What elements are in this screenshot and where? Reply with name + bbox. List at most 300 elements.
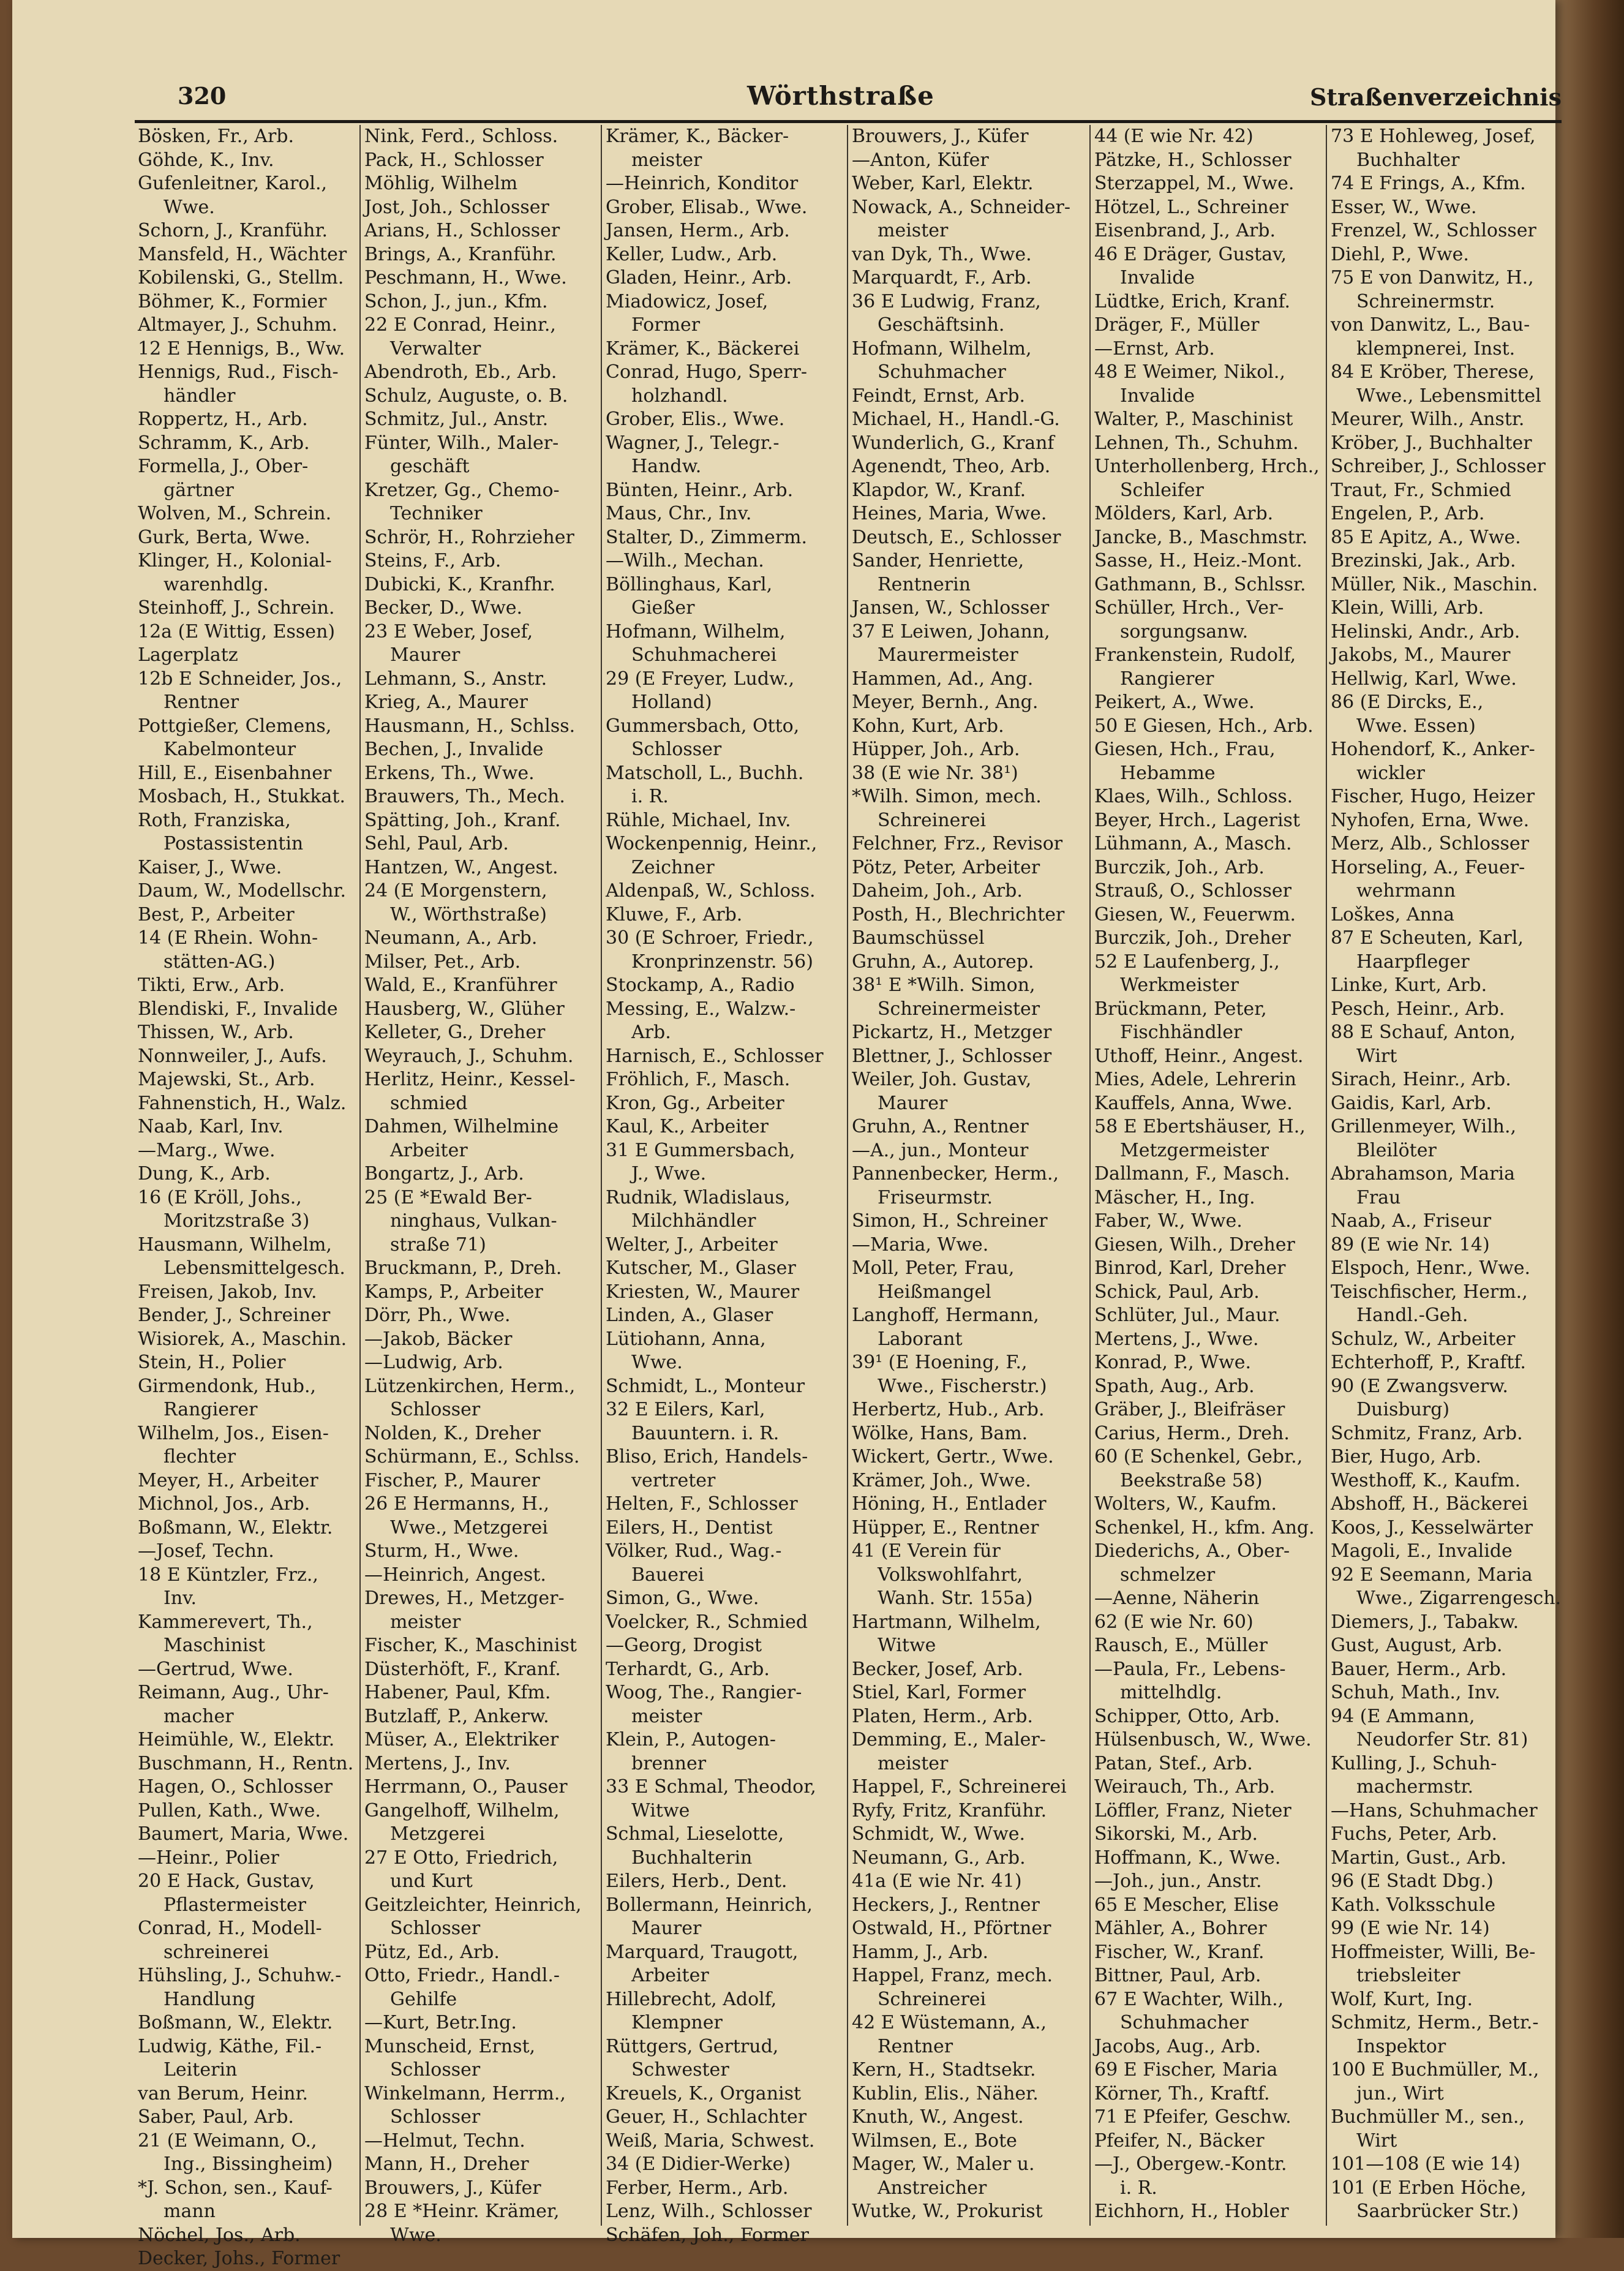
directory-entry-line: Decker, Johs., Former — [138, 2248, 340, 2269]
directory-entry-line: Boßmann, W., Elektr. — [138, 1516, 333, 1538]
directory-entry-line: Mölders, Karl, Arb. — [1094, 503, 1274, 524]
directory-entry-line: 41a (E wie Nr. 41) — [852, 1870, 1022, 1892]
directory-entry-line: Wickert, Gertr., Wwe. — [852, 1446, 1054, 1467]
directory-entry-line: Mähler, A., Bohrer — [1094, 1918, 1267, 1939]
directory-entry-line: Felchner, Frz., Revisor — [852, 833, 1063, 854]
directory-entry-line: Saber, Paul, Arb. — [138, 2106, 294, 2128]
directory-entry-line: Schmal, Lieselotte, — [606, 1823, 784, 1845]
directory-entry-line: Gladen, Heinr., Arb. — [606, 267, 792, 288]
directory-entry-line: 73 E Hohleweg, Josef, — [1331, 126, 1536, 147]
directory-entry-line: geschäft — [390, 456, 470, 477]
directory-entry-line: Jost, Joh., Schlosser — [364, 196, 549, 218]
directory-entry-line: Witwe — [631, 1799, 690, 1821]
directory-entry-line: Kretzer, Gg., Chemo- — [364, 479, 560, 501]
directory-entry-line: Holland) — [631, 691, 712, 713]
directory-entry-line: Gurk, Berta, Wwe. — [138, 526, 310, 548]
directory-entry-line: Sirach, Heinr., Arb. — [1331, 1069, 1511, 1090]
directory-entry-line: Becker, Josef, Arb. — [852, 1658, 1023, 1680]
directory-entry-line: Herbertz, Hub., Arb. — [852, 1399, 1045, 1420]
directory-entry-line: Jansen, Herm., Arb. — [606, 220, 790, 241]
directory-entry-line: Schreinermeister — [878, 998, 1040, 1020]
directory-entry-line: Zeichner — [631, 856, 715, 878]
directory-entry-line: —Joh., jun., Anstr. — [1094, 1870, 1262, 1892]
directory-entry-line: Hebamme — [1120, 762, 1216, 784]
directory-entry-line: 42 E Wüstemann, A., — [852, 2012, 1047, 2033]
directory-entry-line: Fischer, Hugo, Heizer — [1331, 786, 1535, 807]
directory-entry-line: Winkelmann, Herrm., — [364, 2082, 566, 2104]
directory-entry-line: 75 E von Danwitz, H., — [1331, 267, 1534, 288]
directory-entry-line: Binrod, Karl, Dreher — [1094, 1257, 1286, 1279]
directory-entry-line: i. R. — [1120, 2177, 1157, 2199]
directory-entry-line: Duisburg) — [1356, 1399, 1450, 1420]
directory-entry-line: Geuer, H., Schlachter — [606, 2106, 807, 2128]
directory-entry-line: Pflastermeister — [164, 1894, 306, 1916]
directory-entry-line: schmied — [390, 1092, 468, 1114]
directory-entry-line: Schick, Paul, Arb. — [1094, 1281, 1260, 1303]
directory-entry-line: meister — [878, 220, 949, 241]
directory-entry-line: Weyrauch, J., Schuhm. — [364, 1045, 574, 1067]
directory-entry-line: Kauffels, Anna, Wwe. — [1094, 1092, 1293, 1114]
directory-entry-line: Maurermeister — [878, 644, 1018, 666]
directory-entry-line: Beekstraße 58) — [1120, 1469, 1263, 1491]
directory-entry-line: 33 E Schmal, Theodor, — [606, 1776, 816, 1798]
directory-entry-line: Schwester — [631, 2059, 729, 2081]
directory-entry-line: 58 E Ebertshäuser, H., — [1094, 1116, 1306, 1137]
directory-entry-line: Grober, Elisab., Wwe. — [606, 196, 808, 218]
column-divider — [601, 125, 602, 2226]
directory-entry-line: 20 E Hack, Gustav, — [138, 1870, 315, 1892]
directory-entry-line: —Hans, Schuhmacher — [1331, 1799, 1538, 1821]
directory-entry-line: Nöchel, Jos., Arb. — [138, 2224, 301, 2246]
directory-entry-line: Rentnerin — [878, 573, 971, 595]
directory-entry-line: Strauß, O., Schlosser — [1094, 880, 1291, 902]
directory-entry-line: Becker, D., Wwe. — [364, 597, 523, 619]
directory-entry-line: Gathmann, B., Schlssr. — [1094, 573, 1306, 595]
directory-entry-line: Böhmer, K., Formier — [138, 290, 327, 312]
directory-entry-line: Hennigs, Rud., Fisch- — [138, 361, 339, 383]
directory-entry-line: Sehl, Paul, Arb. — [364, 833, 509, 854]
directory-entry-line: Kron, Gg., Arbeiter — [606, 1092, 784, 1114]
directory-entry-line: Invalide — [1120, 385, 1195, 407]
directory-entry-line: —A., jun., Monteur — [852, 1139, 1029, 1161]
directory-entry-line: Löffler, Franz, Nieter — [1094, 1799, 1291, 1821]
directory-entry-line: Pütz, Ed., Arb. — [364, 1941, 500, 1963]
directory-entry-line: Peschmann, H., Wwe. — [364, 267, 567, 288]
directory-entry-line: Fischer, K., Maschinist — [364, 1635, 577, 1656]
directory-entry-line: Gräber, J., Bleifräser — [1094, 1399, 1285, 1420]
directory-entry-line: Schrör, H., Rohrzieher — [364, 526, 574, 548]
directory-entry-line: Metzgerei — [390, 1823, 485, 1845]
directory-entry-line: Bruckmann, P., Dreh. — [364, 1257, 562, 1279]
directory-entry-line: Demming, E., Maler- — [852, 1729, 1046, 1750]
directory-entry-line: Handw. — [631, 456, 702, 477]
directory-entry-line: Schlosser — [390, 1399, 481, 1420]
directory-entry-line: Esser, W., Wwe. — [1331, 196, 1477, 218]
directory-entry-line: Hofmann, Wilhelm, — [606, 620, 786, 642]
directory-entry-line: Kamps, P., Arbeiter — [364, 1281, 543, 1303]
directory-entry-line: Pesch, Heinr., Arb. — [1331, 998, 1505, 1020]
directory-entry-line: Kreuels, K., Organist — [606, 2082, 802, 2104]
directory-entry-line: von Danwitz, L., Bau- — [1331, 314, 1530, 336]
directory-entry-line: meister — [631, 1705, 702, 1727]
directory-entry-line: Gust, August, Arb. — [1331, 1635, 1503, 1656]
directory-entry-line: 74 E Frings, A., Kfm. — [1331, 173, 1526, 194]
directory-entry-line: Voelcker, R., Schmied — [606, 1611, 808, 1633]
directory-entry-line: Bongartz, J., Arb. — [364, 1163, 524, 1184]
directory-entry-line: —Wilh., Mechan. — [606, 550, 764, 571]
directory-entry-line: Meyer, Bernh., Ang. — [852, 691, 1039, 713]
directory-entry-line: Buschmann, H., Rentn. — [138, 1752, 354, 1774]
directory-entry-line: 84 E Kröber, Therese, — [1331, 361, 1535, 383]
directory-entry-line: sorgungsanw. — [1120, 620, 1249, 642]
directory-entry-line: Linke, Kurt, Arb. — [1331, 974, 1487, 996]
directory-entry-line: Fuchs, Peter, Arb. — [1331, 1823, 1497, 1845]
directory-entry-line: Abendroth, Eb., Arb. — [364, 361, 557, 383]
directory-entry-line: Wwe., Lebensmittel — [1356, 385, 1541, 407]
directory-entry-line: Sasse, H., Heiz.-Mont. — [1094, 550, 1303, 571]
directory-entry-line: van Berum, Heinr. — [138, 2082, 309, 2104]
directory-entry-line: Klein, Willi, Arb. — [1331, 597, 1484, 619]
directory-entry-line: Schulz, Auguste, o. B. — [364, 385, 568, 407]
directory-entry-line: Happel, Franz, mech. — [852, 1965, 1053, 1986]
directory-entry-line: Pötz, Peter, Arbeiter — [852, 856, 1040, 878]
directory-entry-line: Pannenbecker, Herm., — [852, 1163, 1059, 1184]
directory-entry-line: Metzgermeister — [1120, 1139, 1269, 1161]
directory-entry-line: Klaes, Wilh., Schloss. — [1094, 786, 1293, 807]
directory-entry-line: Gießer — [631, 597, 695, 619]
directory-entry-line: Hofmann, Wilhelm, — [852, 337, 1032, 360]
directory-entry-line: Pickartz, H., Metzger — [852, 1022, 1052, 1043]
directory-entry-line: Dahmen, Wilhelmine — [364, 1116, 559, 1137]
directory-entry-line: Munscheid, Ernst, — [364, 2035, 536, 2057]
directory-entry-line: Former — [631, 314, 701, 336]
directory-entry-line: Wwe., Metzgerei — [390, 1516, 548, 1538]
directory-entry-line: Fröhlich, F., Masch. — [606, 1069, 791, 1090]
directory-entry-line: Kutscher, M., Glaser — [606, 1257, 796, 1279]
directory-entry-line: Wanh. Str. 155a) — [878, 1587, 1033, 1609]
directory-entry-line: Bünten, Heinr., Arb. — [606, 479, 794, 501]
directory-entry-line: Kriesten, W., Maurer — [606, 1281, 800, 1303]
directory-entry-line: Mies, Adele, Lehrerin — [1094, 1069, 1296, 1090]
directory-entry-line: Schlosser — [390, 2059, 481, 2081]
directory-entry-line: Schipper, Otto, Arb. — [1094, 1705, 1280, 1727]
directory-entry-line: Moritzstraße 3) — [164, 1210, 310, 1232]
directory-entry-line: Fünter, Wilh., Maler- — [364, 432, 559, 454]
directory-entry-line: Inv. — [164, 1587, 197, 1609]
directory-entry-line: Rangierer — [164, 1399, 258, 1420]
directory-entry-line: Wwe., Zigarrengesch. — [1356, 1587, 1562, 1609]
directory-entry-line: Höning, H., Entlader — [852, 1493, 1047, 1515]
directory-entry-line: Krieg, A., Maurer — [364, 691, 528, 713]
directory-entry-line: flechter — [164, 1446, 236, 1467]
directory-entry-line: Mäscher, H., Ing. — [1094, 1186, 1255, 1208]
header-rule — [135, 120, 1562, 123]
directory-entry-line: Linden, A., Glaser — [606, 1305, 773, 1326]
directory-entry-line: Dräger, F., Müller — [1094, 314, 1260, 336]
directory-entry-line: Sterzappel, M., Wwe. — [1094, 173, 1295, 194]
directory-entry-line: Hohendorf, K., Anker- — [1331, 739, 1535, 760]
directory-entry-line: Mertens, J., Wwe. — [1094, 1328, 1259, 1350]
directory-entry-line: Bleilöter — [1356, 1139, 1437, 1161]
directory-entry-line: *Wilh. Simon, mech. — [852, 786, 1042, 807]
directory-entry-line: Maschinist — [164, 1635, 266, 1656]
directory-entry-line: Bittner, Paul, Arb. — [1094, 1965, 1261, 1986]
directory-entry-line: Schon, J., jun., Kfm. — [364, 290, 548, 312]
directory-entry-line: Girmendonk, Hub., — [138, 1375, 317, 1397]
directory-entry-line: Habener, Paul, Kfm. — [364, 1682, 551, 1703]
directory-entry-line: Lüdtke, Erich, Kranf. — [1094, 290, 1291, 312]
directory-entry-line: Mosbach, H., Stukkat. — [138, 786, 345, 807]
directory-entry-line: Arb. — [631, 1022, 671, 1043]
directory-entry-line: Sikorski, M., Arb. — [1094, 1823, 1258, 1845]
directory-entry-line: mann — [164, 2201, 216, 2222]
directory-entry-line: Wagner, J., Telegr.- — [606, 432, 780, 454]
directory-entry-line: Roth, Franziska, — [138, 809, 291, 831]
directory-entry-line: —Ludwig, Arb. — [364, 1352, 503, 1373]
directory-entry-line: 44 (E wie Nr. 42) — [1094, 126, 1254, 147]
directory-entry-line: wickler — [1356, 762, 1425, 784]
directory-entry-line: Lütiohann, Anna, — [606, 1328, 766, 1350]
directory-entry-line: —Gertrud, Wwe. — [138, 1658, 293, 1680]
directory-entry-line: Heckers, J., Rentner — [852, 1894, 1040, 1916]
directory-entry-line: Schmidt, W., Wwe. — [852, 1823, 1026, 1845]
directory-entry-line: Magoli, E., Invalide — [1331, 1540, 1513, 1562]
directory-entry-line: Hausmann, H., Schlss. — [364, 715, 576, 737]
directory-entry-line: Diehl, P., Wwe. — [1331, 243, 1469, 265]
directory-entry-line: brenner — [631, 1752, 707, 1774]
directory-entry-line: Hagen, O., Schlosser — [138, 1776, 333, 1798]
directory-entry-line: Hausmann, Wilhelm, — [138, 1233, 332, 1256]
directory-entry-line: Simon, G., Wwe. — [606, 1587, 759, 1609]
directory-entry-line: Koos, J., Kesselwärter — [1331, 1516, 1533, 1538]
column-2 — [364, 125, 597, 2246]
directory-entry-line: Abrahamson, Maria — [1331, 1163, 1516, 1184]
directory-entry-line: Kulling, J., Schuh- — [1331, 1752, 1497, 1774]
directory-entry-line: Friseurmstr. — [878, 1186, 993, 1208]
directory-entry-line: Kath. Volksschule — [1331, 1894, 1496, 1916]
directory-entry-line: Invalide — [1120, 267, 1195, 288]
directory-entry-line: Schüller, Hrch., Ver- — [1094, 597, 1284, 619]
directory-entry-line: 12b E Schneider, Jos., — [138, 668, 342, 690]
directory-entry-line: Pottgießer, Clemens, — [138, 715, 332, 737]
directory-entry-line: Engelen, P., Arb. — [1331, 503, 1485, 524]
directory-entry-line: Platen, Herm., Arb. — [852, 1705, 1033, 1727]
directory-entry-line: Hoffmeister, Willi, Be- — [1331, 1941, 1536, 1963]
directory-entry-line: —Kurt, Betr.Ing. — [364, 2012, 517, 2033]
directory-entry-line: Nowack, A., Schneider- — [852, 196, 1070, 218]
section-title: Straßenverzeichnis — [1309, 83, 1562, 111]
directory-entry-line: —Josef, Techn. — [138, 1540, 274, 1562]
directory-entry-line: Michael, H., Handl.-G. — [852, 409, 1060, 430]
directory-entry-line: —Heinr., Polier — [138, 1847, 279, 1869]
directory-entry-line: Krämer, Joh., Wwe. — [852, 1469, 1031, 1491]
directory-entry-line: Bösken, Fr., Arb. — [138, 126, 295, 147]
directory-entry-line: Bier, Hugo, Arb. — [1331, 1446, 1482, 1467]
directory-entry-line: Arians, H., Schlosser — [364, 220, 560, 241]
directory-entry-line: Buchhalterin — [631, 1847, 753, 1869]
directory-entry-line: Leiterin — [164, 2059, 238, 2081]
directory-entry-line: Wisiorek, A., Maschin. — [138, 1328, 347, 1350]
directory-entry-line: Schorn, J., Kranführ. — [138, 220, 328, 241]
directory-entry-line: Fischer, W., Kranf. — [1094, 1941, 1265, 1963]
directory-entry-line: Bollermann, Heinrich, — [606, 1894, 813, 1916]
directory-entry-line: Burczik, Joh., Dreher — [1094, 927, 1291, 949]
directory-entry-line: —Marg., Wwe. — [138, 1139, 276, 1161]
column-divider — [847, 125, 848, 2226]
directory-entry-line: Neumann, A., Arb. — [364, 927, 538, 949]
directory-entry-line: Rausch, E., Müller — [1094, 1635, 1268, 1656]
directory-entry-line: schmelzer — [1120, 1564, 1216, 1586]
directory-entry-line: Heimühle, W., Elektr. — [138, 1729, 335, 1750]
directory-entry-line: Gangelhoff, Wilhelm, — [364, 1799, 560, 1821]
directory-entry-line: Lenz, Wilh., Schlosser — [606, 2201, 812, 2222]
directory-entry-line: Kern, H., Stadtsekr. — [852, 2059, 1036, 2081]
directory-entry-line: Lehmann, S., Anstr. — [364, 668, 547, 690]
directory-entry-line: Brings, A., Kranführ. — [364, 243, 557, 265]
directory-entry-line: 101—108 (E wie 14) — [1331, 2153, 1521, 2175]
directory-entry-line: meister — [878, 1752, 949, 1774]
directory-entry-line: 52 E Laufenberg, J., — [1094, 951, 1280, 973]
directory-entry-line: Brouwers, J., Küfer — [364, 2177, 541, 2199]
directory-entry-line: vertreter — [631, 1469, 716, 1491]
directory-entry-line: Kaul, K., Arbeiter — [606, 1116, 769, 1137]
directory-entry-line: Formella, J., Ober- — [138, 456, 309, 477]
directory-entry-line: Frau — [1356, 1186, 1401, 1208]
directory-entry-line: Wolf, Kurt, Ing. — [1331, 1988, 1473, 2010]
directory-entry-line: Rudnik, Wladislaus, — [606, 1186, 791, 1208]
directory-page — [12, 0, 1562, 2269]
column-divider — [1089, 125, 1091, 2226]
directory-entry-line: Gruhn, A., Rentner — [852, 1116, 1029, 1137]
directory-entry-line: Klein, P., Autogen- — [606, 1729, 776, 1750]
directory-entry-line: 69 E Fischer, Maria — [1094, 2059, 1278, 2081]
directory-entry-line: Fischhändler — [1120, 1022, 1242, 1043]
directory-entry-line: Wockenpennig, Heinr., — [606, 833, 818, 854]
directory-entry-line: Jancke, B., Maschmstr. — [1094, 526, 1308, 548]
directory-entry-line: Weiß, Maria, Schwest. — [606, 2130, 815, 2152]
directory-entry-line: —Paula, Fr., Lebens- — [1094, 1658, 1286, 1680]
directory-entry-line: Gufenleitner, Karol., — [138, 173, 328, 194]
directory-entry-line: Lühmann, A., Masch. — [1094, 833, 1292, 854]
directory-entry-line: 94 (E Ammann, — [1331, 1705, 1475, 1727]
directory-entry-line: Handl.-Geh. — [1356, 1305, 1468, 1326]
directory-entry-line: Schlosser — [390, 1918, 481, 1939]
directory-entry-line: Pätzke, H., Schlosser — [1094, 149, 1291, 171]
column-divider — [1326, 125, 1327, 2226]
directory-entry-line: Wwe., Fischerstr.) — [878, 1375, 1047, 1397]
directory-entry-line: Bliso, Erich, Handels- — [606, 1446, 808, 1467]
directory-entry-line: 92 E Seemann, Maria — [1331, 1564, 1533, 1586]
directory-entry-line: Diemers, J., Tabakw. — [1331, 1611, 1519, 1633]
directory-entry-line: Nink, Ferd., Schloss. — [364, 126, 558, 147]
directory-entry-line: Fahnenstich, H., Walz. — [138, 1092, 347, 1114]
directory-entry-line: Kobilenski, G., Stellm. — [138, 267, 344, 288]
directory-entry-line: Kelleter, G., Dreher — [364, 1022, 546, 1043]
directory-entry-line: 12a (E Wittig, Essen) — [138, 620, 336, 642]
directory-entry-line: Merz, Alb., Schlosser — [1331, 833, 1529, 854]
directory-entry-line: Eilers, Herb., Dent. — [606, 1870, 788, 1892]
directory-entry-line: Schreiber, J., Schlosser — [1331, 456, 1546, 477]
directory-entry-line: Schuhmacher — [1120, 2012, 1249, 2033]
directory-entry-line: 50 E Giesen, Hch., Arb. — [1094, 715, 1314, 737]
directory-entry-line: Marquard, Traugott, — [606, 1941, 799, 1963]
directory-entry-line: Gehilfe — [390, 1988, 457, 2010]
directory-entry-line: Harnisch, E., Schlosser — [606, 1045, 824, 1067]
directory-entry-line: —Heinrich, Konditor — [606, 173, 799, 194]
directory-entry-line: Weiler, Joh. Gustav, — [852, 1069, 1032, 1090]
directory-entry-line: Mertens, J., Inv. — [364, 1752, 511, 1774]
directory-entry-line: Schuhmacher — [878, 361, 1006, 383]
directory-entry-line: 21 (E Weimann, O., — [138, 2130, 317, 2152]
directory-entry-line: Hammen, Ad., Ang. — [852, 668, 1034, 690]
directory-entry-line: —Helmut, Techn. — [364, 2130, 525, 2152]
directory-entry-line: ninghaus, Vulkan- — [390, 1210, 557, 1232]
directory-entry-line: Mager, W., Maler u. — [852, 2153, 1035, 2175]
directory-entry-line: Pack, H., Schlosser — [364, 149, 544, 171]
directory-entry-line: Neumann, G., Arb. — [852, 1847, 1026, 1869]
directory-entry-line: Kammerevert, Th., — [138, 1611, 313, 1633]
directory-entry-line: Schäfen, Joh., Former — [606, 2224, 809, 2246]
directory-entry-line: Eisenbrand, J., Arb. — [1094, 220, 1276, 241]
directory-entry-line: Volkswohlfahrt, — [878, 1564, 1023, 1586]
directory-entry-line: Terhardt, G., Arb. — [606, 1658, 770, 1680]
directory-entry-line: Welter, J., Arbeiter — [606, 1233, 778, 1256]
directory-entry-line: Ing., Bissingheim) — [164, 2153, 333, 2175]
directory-entry-line: Tikti, Erw., Arb. — [138, 974, 285, 996]
directory-entry-line: Spätting, Joh., Kranf. — [364, 809, 561, 831]
directory-entry-line: —Anton, Küfer — [852, 149, 989, 171]
directory-entry-line: Nyhofen, Erna, Wwe. — [1331, 809, 1530, 831]
directory-entry-line: Heines, Maria, Wwe. — [852, 503, 1047, 524]
directory-entry-line: 24 (E Morgenstern, — [364, 880, 547, 902]
directory-entry-line: Postassistentin — [164, 833, 304, 854]
directory-entry-line: Arbeiter — [390, 1139, 468, 1161]
directory-entry-line: Giesen, W., Feuerwm. — [1094, 903, 1296, 925]
directory-entry-line: Naab, A., Friseur — [1331, 1210, 1492, 1232]
directory-entry-line: Best, P., Arbeiter — [138, 903, 295, 925]
directory-entry-line: Conrad, Hugo, Sperr- — [606, 361, 807, 383]
page-binding-edge — [1555, 0, 1624, 2238]
directory-entry-line: Pullen, Kath., Wwe. — [138, 1799, 321, 1821]
directory-entry-line: Butzlaff, P., Ankerw. — [364, 1705, 549, 1727]
directory-entry-line: holzhandl. — [631, 385, 728, 407]
directory-entry-line: Rühle, Michael, Inv. — [606, 809, 791, 831]
directory-entry-line: 29 (E Freyer, Ludw., — [606, 668, 795, 690]
directory-entry-line: Brezinski, Jak., Arb. — [1331, 550, 1516, 571]
directory-entry-line: Jakobs, M., Maurer — [1331, 644, 1511, 666]
page-number: 320 — [178, 82, 227, 110]
directory-entry-line: Deutsch, E., Schlosser — [852, 526, 1061, 548]
directory-entry-line: 100 E Buchmüller, M., — [1331, 2059, 1539, 2081]
directory-entry-line: warenhdlg. — [164, 573, 269, 595]
directory-entry-line: Daum, W., Modellschr. — [138, 880, 347, 902]
directory-entry-line: Schlüter, Jul., Maur. — [1094, 1305, 1280, 1326]
directory-entry-line: Schuh, Math., Inv. — [1331, 1682, 1501, 1703]
directory-entry-line: meister — [390, 1611, 461, 1633]
directory-entry-line: Hill, E., Eisenbahner — [138, 762, 332, 784]
directory-entry-line: Peikert, A., Wwe. — [1094, 691, 1255, 713]
directory-entry-line: —Ernst, Arb. — [1094, 337, 1215, 360]
directory-entry-line: 39¹ (E Hoening, F., — [852, 1352, 1028, 1373]
column-4 — [852, 125, 1086, 2226]
directory-entry-line: 32 E Eilers, Karl, — [606, 1399, 765, 1420]
directory-entry-line: Müller, Nik., Maschin. — [1331, 573, 1538, 595]
column-3 — [606, 125, 843, 2246]
directory-entry-line: Kröber, J., Buchhalter — [1331, 432, 1532, 454]
directory-entry-line: 22 E Conrad, Heinr., — [364, 314, 556, 336]
directory-entry-line: Brauwers, Th., Mech. — [364, 786, 565, 807]
directory-entry-line: Schulz, W., Arbeiter — [1331, 1328, 1516, 1350]
